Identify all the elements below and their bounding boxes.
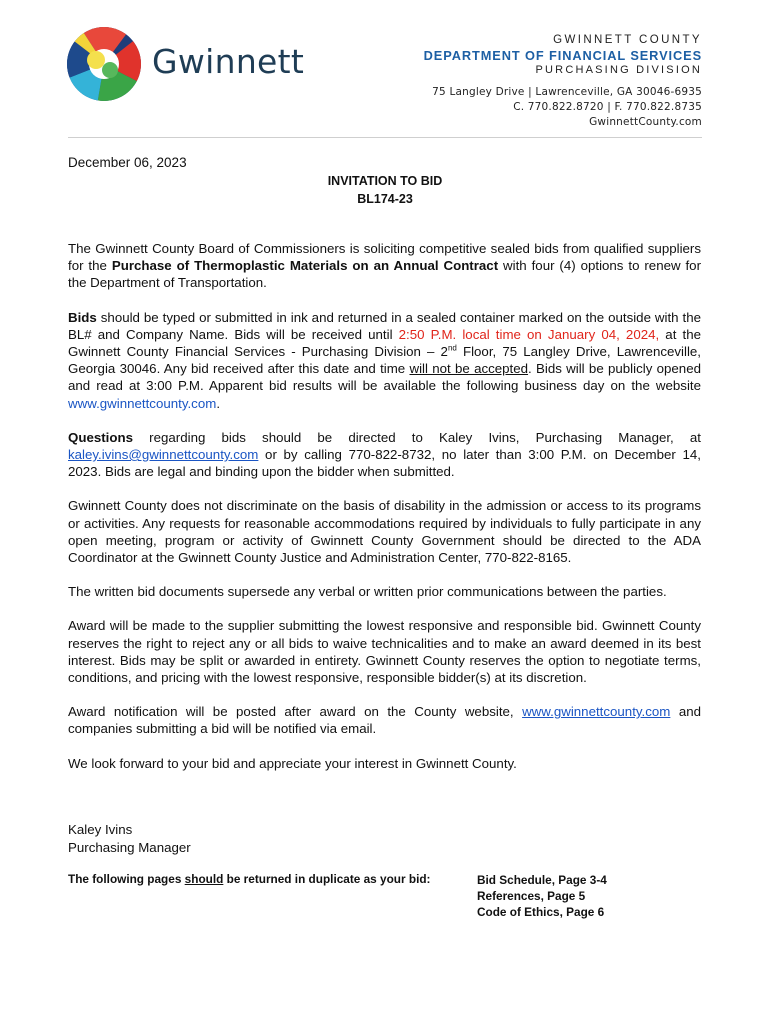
header-divider xyxy=(68,137,702,138)
not-accepted-text: will not be accepted xyxy=(409,361,529,377)
department-header xyxy=(424,33,702,78)
address-line: 75 Langley Drive | Lawrenceville, GA 30046-6935 xyxy=(432,86,702,98)
text: and companies submitting a bid will be notified via email. xyxy=(68,704,702,737)
letter-body xyxy=(68,240,701,789)
signer-role: Purchasing Manager xyxy=(68,840,191,855)
superscript: nd xyxy=(447,343,457,353)
text: regarding bids should be directed to Kaley Ivins, Purchasing Manager, at xyxy=(133,429,701,445)
title-line-1: INVITATION TO BID xyxy=(327,174,443,188)
logo-wordmark: Gwinnett xyxy=(152,42,305,81)
paragraph-bids xyxy=(68,309,701,412)
paragraph-notification xyxy=(68,703,701,737)
text: or by calling 770-822-8732, no later than 3:00 P.M. on December 14, 2023. Bids are legal and binding upon the bidder when submitted. xyxy=(68,447,701,480)
text: . Bids will be publicly opened and read at 3:00 P.M. Apparent bid results will be available the following business day on the website xyxy=(68,361,701,394)
text: The following pages xyxy=(68,872,185,886)
text: at the Gwinnett County Financial Services - Purchasing Division – 2 xyxy=(68,326,701,360)
text: . xyxy=(216,395,221,411)
letter-date: December 06, 2023 xyxy=(68,155,187,170)
should-text: should xyxy=(184,872,224,886)
signature-block xyxy=(68,821,191,857)
signer-name: Kaley Ivins xyxy=(68,822,133,837)
email-link[interactable]: kaley.ivins@gwinnettcounty.com xyxy=(68,447,259,463)
paragraph-intro xyxy=(68,240,701,292)
list-item: Code of Ethics, Page 6 xyxy=(477,905,605,919)
bid-number: BL174-23 xyxy=(357,192,413,206)
text: should be typed or submitted in ink and returned in a sealed container marked on the outside with the BL# and Company Name. Bids will be received until xyxy=(68,309,701,342)
website-link[interactable]: www.gwinnettcounty.com xyxy=(68,395,217,411)
department-name: DEPARTMENT OF FINANCIAL SERVICES xyxy=(423,48,702,63)
text: be returned in duplicate as your bid: xyxy=(223,872,431,886)
list-item: References, Page 5 xyxy=(477,889,586,903)
paragraph-closing: We look forward to your bid and appreciate your interest in Gwinnett County. xyxy=(68,755,517,771)
paragraph-award: Award will be made to the supplier submitting the lowest responsive and responsible bid. Gwinnett County reserves the right to reject any or all bids to waive technicalities and to make an award deemed in its best interest. Bids may be split or awarded in entirety. Gwinnett County reserves the option to negotiate terms, conditions, and pricing with the lowest responsive, responsible bidder(s) at its discretion. xyxy=(68,618,701,686)
return-pages-list xyxy=(477,872,607,920)
bids-label: Bids xyxy=(68,309,97,325)
list-item: Bid Schedule, Page 3-4 xyxy=(477,873,607,887)
text: Award notification will be posted after award on the County website, xyxy=(68,704,523,720)
paragraph-supersede: The written bid documents supersede any verbal or written prior communications between the parties. xyxy=(68,584,667,600)
paragraph-ada: Gwinnett County does not discriminate on the basis of disability in the admission or access to its programs or activities. Any requests for reasonable accommodations required by individuals to fully participate in any open meeting, program or activity of Gwinnett County Government should be directed to the ADA Coordinator at the Gwinnett County Justice and Administration Center, 770-822-8165. xyxy=(68,498,701,566)
division-name: PURCHASING DIVISION xyxy=(535,64,702,76)
gwinnett-logo-icon xyxy=(66,26,142,102)
deadline-text: 2:50 P.M. local time on January 04, 2024, xyxy=(398,326,660,342)
website-link[interactable]: www.gwinnettcounty.com xyxy=(522,704,671,720)
text: with four (4) options to renew for the Department of Transportation. xyxy=(68,258,702,291)
county-name: GWINNETT COUNTY xyxy=(553,34,702,46)
footer-instruction xyxy=(68,872,430,886)
contract-title: Purchase of Thermoplastic Materials on an Annual Contract xyxy=(111,258,499,274)
paragraph-questions xyxy=(68,429,701,481)
text: The Gwinnett County Board of Commissioners is soliciting competitive sealed bids from qualified suppliers for the xyxy=(68,241,701,274)
document-title xyxy=(0,172,770,208)
text: Floor, 75 Langley Drive, Lawrenceville, Georgia 30046. Any bid received after this date and time xyxy=(68,344,701,377)
phone-fax-line: C. 770.822.8720 | F. 770.822.8735 xyxy=(513,101,702,113)
website-line: GwinnettCounty.com xyxy=(589,116,702,128)
contact-block xyxy=(432,85,702,130)
questions-label: Questions xyxy=(68,429,134,445)
